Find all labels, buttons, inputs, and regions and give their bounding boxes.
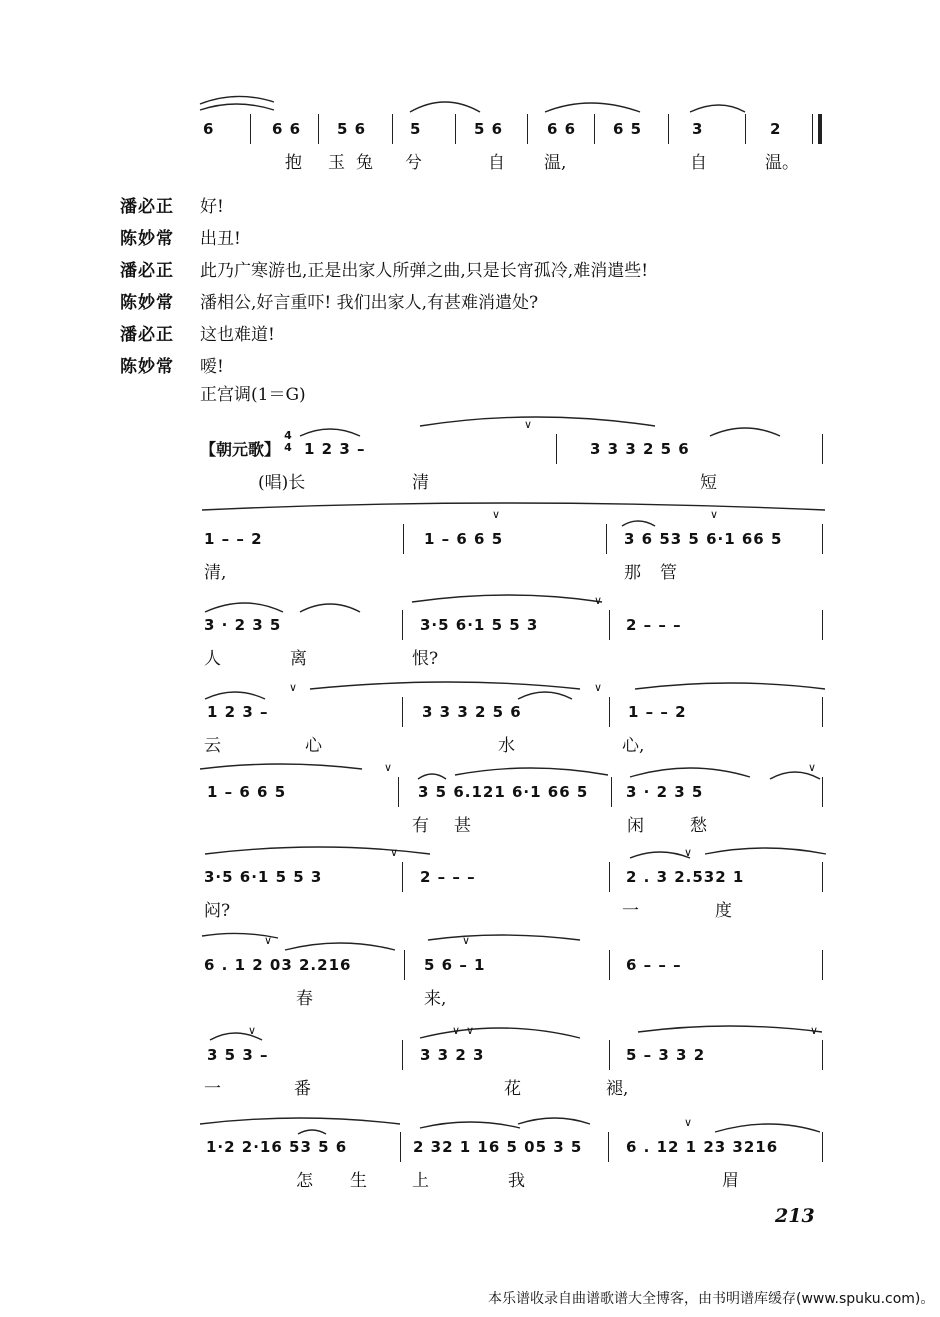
- barline: [400, 1132, 401, 1162]
- lyric: 水: [498, 736, 515, 756]
- barline: [609, 697, 610, 727]
- barline: [392, 114, 393, 144]
- lyric: 怎: [296, 1171, 313, 1191]
- breath-mark: ∨: [390, 846, 399, 859]
- lyric: 愁: [690, 816, 707, 836]
- breath-mark: ∨: [594, 594, 603, 607]
- barline: [822, 1040, 823, 1070]
- barline: [609, 1040, 610, 1070]
- barline: [822, 862, 823, 892]
- measure-0-4: 5: [410, 120, 422, 138]
- barline: [822, 950, 823, 980]
- lyric: 离: [290, 649, 307, 669]
- dialogue-line: [120, 284, 840, 316]
- lyric: 心: [305, 736, 322, 756]
- measure-9-2: 2 32 1 16 5 05 3 5: [413, 1138, 583, 1156]
- tune-name: 【朝元歌】: [200, 440, 281, 459]
- lyric: 生: [350, 1171, 367, 1191]
- measure-4-1: 1 2 3 –: [207, 703, 269, 721]
- measure-0-7: 6 5: [613, 120, 643, 138]
- measure-7-2: 5 6 – 1: [424, 956, 486, 974]
- measure-6-1: 3·5 6·1 5 5 3: [204, 868, 323, 886]
- barline: [402, 697, 403, 727]
- breath-mark: ∨: [248, 1024, 257, 1037]
- lyric: 番: [294, 1079, 311, 1099]
- barline: [822, 777, 823, 807]
- breath-mark: ∨: [594, 681, 603, 694]
- speech-text: 嗳!: [200, 356, 224, 377]
- score-row-3: [0, 588, 940, 668]
- breath-mark: ∨: [384, 761, 393, 774]
- measure-0-9: 2: [770, 120, 782, 138]
- barline: [402, 1040, 403, 1070]
- dialogue-line: [120, 252, 840, 284]
- measure-6-2: 2 – – –: [420, 868, 476, 886]
- lyric: 兮: [405, 153, 422, 173]
- lyric: 度: [715, 901, 732, 921]
- speech-text: 出丑!: [200, 228, 241, 249]
- score-row-5: [0, 755, 940, 835]
- measure-8-3: 5 – 3 3 2: [626, 1046, 706, 1064]
- measure-3-3: 2 – – –: [626, 616, 682, 634]
- measure-0-1: 6: [203, 120, 215, 138]
- time-bottom: 4: [284, 441, 292, 454]
- lyric: 管: [660, 563, 677, 583]
- barline: [745, 114, 746, 144]
- measure-1-1: 1 2 3 –: [304, 440, 366, 458]
- lyric: 我: [508, 1171, 525, 1191]
- measure-8-2: 3 3 2 3: [420, 1046, 485, 1064]
- lyric: 短: [700, 473, 717, 493]
- dialogue-line: [120, 220, 840, 252]
- barline: [404, 950, 405, 980]
- speaker-name: 陈妙常: [120, 292, 174, 313]
- lyric: 花: [504, 1079, 521, 1099]
- barline: [609, 950, 610, 980]
- barline: [606, 524, 607, 554]
- measure-3-2: 3·5 6·1 5 5 3: [420, 616, 539, 634]
- barline: [822, 434, 823, 464]
- score-row-4: [0, 675, 940, 755]
- measure-1-2: 3 3 3 2 5 6: [590, 440, 690, 458]
- breath-mark: ∨: [810, 1024, 819, 1037]
- barline: [611, 777, 612, 807]
- speech-text: 好!: [200, 196, 224, 217]
- lyric: 云: [204, 736, 221, 756]
- speaker-name: 潘必正: [120, 196, 174, 217]
- lyric: 兔: [356, 153, 373, 173]
- page-number: 213: [775, 1205, 815, 1227]
- speaker-name: 陈妙常: [120, 228, 174, 249]
- lyric: 温。: [765, 153, 799, 173]
- measure-7-3: 6 – – –: [626, 956, 682, 974]
- final-barline: [818, 114, 822, 144]
- measure-0-3: 5 6: [337, 120, 367, 138]
- measure-3-1: 3 · 2 3 5: [204, 616, 282, 634]
- breath-mark: ∨: [462, 934, 471, 947]
- measure-5-2: 3 5 6.121 6·1 66 5: [418, 783, 589, 801]
- lyric: 褪,: [606, 1079, 629, 1099]
- measure-9-1: 1·2 2·16 53 5 6: [206, 1138, 348, 1156]
- lyric: 自: [690, 153, 707, 173]
- speech-text: 潘相公,好言重吓! 我们出家人,有甚难消遣处?: [200, 292, 539, 313]
- barline: [318, 114, 319, 144]
- barline: [608, 1132, 609, 1162]
- lyric: 自: [488, 153, 505, 173]
- speaker-name: 陈妙常: [120, 356, 174, 377]
- dialogue-line: [120, 316, 840, 348]
- measure-4-3: 1 – – 2: [628, 703, 687, 721]
- barline: [609, 610, 610, 640]
- score-row-2: [0, 502, 940, 582]
- breath-mark: ∨: [452, 1024, 461, 1037]
- barline: [822, 1132, 823, 1162]
- dialogue-line: [120, 348, 840, 380]
- measure-2-2: 1 – 6 6 5: [424, 530, 504, 548]
- barline: [822, 524, 823, 554]
- barline: [455, 114, 456, 144]
- score-row-9: [0, 1110, 940, 1190]
- lyric: 春: [296, 989, 313, 1009]
- lyric: 心,: [622, 736, 645, 756]
- lyric: 玉: [328, 153, 345, 173]
- slur-marks: [0, 412, 940, 492]
- barline: [556, 434, 557, 464]
- lyric: 闲: [627, 816, 644, 836]
- barline: [402, 610, 403, 640]
- barline: [609, 862, 610, 892]
- measure-9-3: 6 . 12 1 23 3216: [626, 1138, 779, 1156]
- source-footer: 本乐谱收录自曲谱歌谱大全博客，由书明谱库缓存(www.spuku.com)。: [488, 1291, 935, 1307]
- lyric: 温,: [544, 153, 567, 173]
- barline: [812, 114, 813, 144]
- measure-0-5: 5 6: [474, 120, 504, 138]
- slur-marks: [0, 92, 940, 172]
- lyric: 清,: [204, 563, 227, 583]
- speech-text: 此乃广寒游也,正是出家人所弹之曲,只是长宵孤冷,难消遣些!: [200, 260, 649, 281]
- barline: [403, 524, 404, 554]
- score-row-6: [0, 840, 940, 920]
- barline: [527, 114, 528, 144]
- measure-8-1: 3 5 3 –: [207, 1046, 269, 1064]
- breath-mark: ∨: [684, 1116, 693, 1129]
- lyric: 抱: [285, 153, 302, 173]
- breath-mark: ∨: [289, 681, 298, 694]
- speech-text: 这也难道!: [200, 324, 275, 345]
- barline: [402, 862, 403, 892]
- lyric: 一: [622, 901, 639, 921]
- breath-mark: ∨: [710, 508, 719, 521]
- lyric: 上: [412, 1171, 429, 1191]
- barline: [250, 114, 251, 144]
- lyric: 眉: [722, 1171, 739, 1191]
- lyric: 人: [204, 649, 221, 669]
- barline: [668, 114, 669, 144]
- breath-mark: ∨: [808, 761, 817, 774]
- barline: [398, 777, 399, 807]
- lyric: 清: [412, 473, 429, 493]
- measure-6-3: 2 . 3 2.532 1: [626, 868, 745, 886]
- lyric: 来,: [424, 989, 447, 1009]
- score-row-0: [0, 92, 940, 172]
- breath-mark: ∨: [684, 846, 693, 859]
- dialogue-line: [120, 188, 840, 220]
- score-row-1: [0, 412, 940, 492]
- score-row-7: [0, 928, 940, 1008]
- lyric: 一: [204, 1079, 221, 1099]
- barline: [822, 697, 823, 727]
- dialogue-block: [120, 188, 840, 380]
- measure-2-3: 3 6 53 5 6·1 66 5: [624, 530, 783, 548]
- measure-5-1: 1 – 6 6 5: [207, 783, 287, 801]
- measure-0-2: 6 6: [272, 120, 302, 138]
- speaker-name: 潘必正: [120, 324, 174, 345]
- breath-mark: ∨: [466, 1024, 475, 1037]
- lyric: 有: [412, 816, 429, 836]
- speaker-name: 潘必正: [120, 260, 174, 281]
- barline: [822, 610, 823, 640]
- measure-4-2: 3 3 3 2 5 6: [422, 703, 522, 721]
- measure-2-1: 1 – – 2: [204, 530, 263, 548]
- key-signature-label: 正宫调(1＝G): [200, 385, 306, 405]
- lyric: 闷?: [204, 901, 231, 921]
- lyric: 恨?: [412, 649, 439, 669]
- time-top: 4: [284, 429, 292, 442]
- lyric: 甚: [454, 816, 471, 836]
- barline: [594, 114, 595, 144]
- lyric: 那: [624, 563, 641, 583]
- breath-mark: ∨: [264, 934, 273, 947]
- score-row-8: [0, 1018, 940, 1098]
- measure-0-6: 6 6: [547, 120, 577, 138]
- breath-mark: ∨: [492, 508, 501, 521]
- measure-0-8: 3: [692, 120, 704, 138]
- breath-mark: ∨: [524, 418, 533, 431]
- measure-5-3: 3 · 2 3 5: [626, 783, 704, 801]
- lyric: (唱)长: [258, 473, 306, 493]
- measure-7-1: 6 . 1 2 03 2.216: [204, 956, 352, 974]
